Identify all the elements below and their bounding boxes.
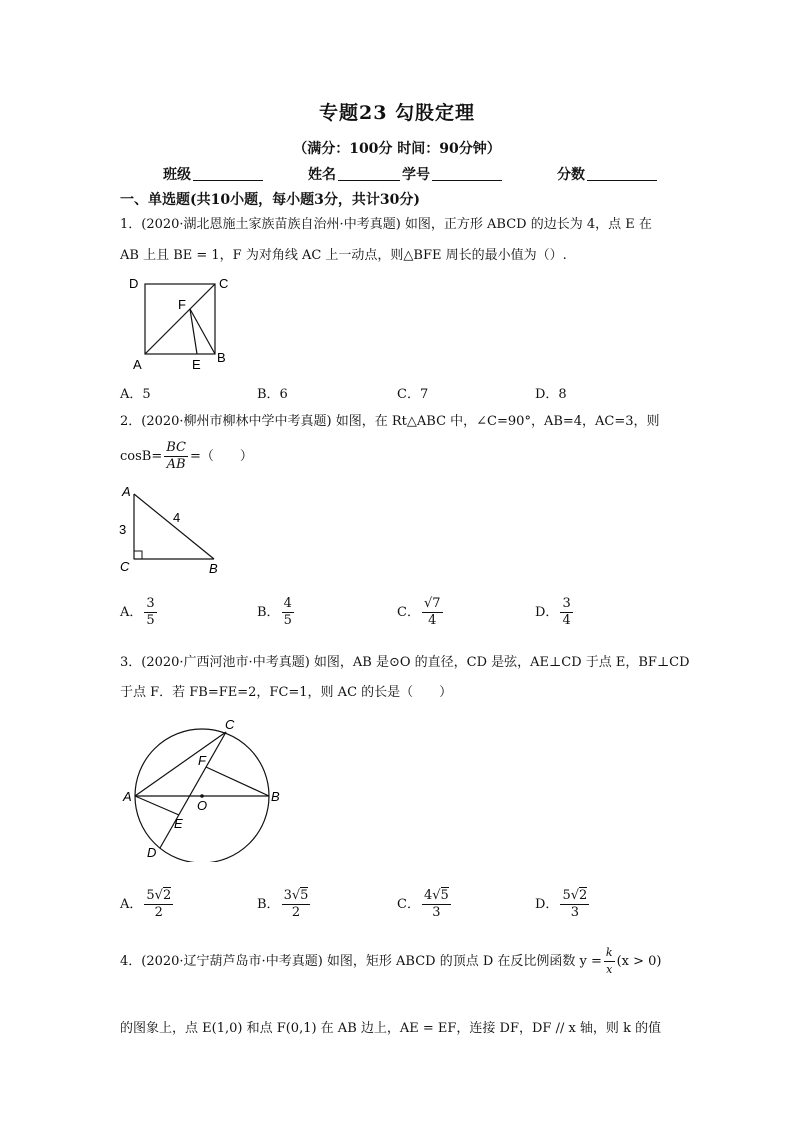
q3-option-a-rad: 2 xyxy=(162,888,172,903)
q2-label-c: C xyxy=(120,559,130,574)
q3-option-c-rad: 5 xyxy=(440,888,449,903)
q2-label-a: A xyxy=(122,484,131,499)
q3-line1: 3．(2020·广西河池市·中考真题) 如图，AB 是⊙O 的直径，CD 是弦，AE⊥CD 于点 E，BF⊥CD xyxy=(120,655,690,670)
q3-option-a-label: A． xyxy=(120,897,143,912)
q2-option-c-label: C． xyxy=(397,605,420,620)
q4-line1 xyxy=(120,945,661,978)
q3-option-c-coef: 4 xyxy=(423,888,433,903)
page-subtitle: （满分：100分 时间：90分钟） xyxy=(293,141,501,157)
q2-suffix: =（ ） xyxy=(189,449,253,464)
q2-option-d[interactable] xyxy=(535,596,575,629)
class-field xyxy=(163,164,263,184)
q3-option-d-rad: 2 xyxy=(579,888,588,903)
q2-option-c-den: 4 xyxy=(428,613,437,628)
q3-label-c: C xyxy=(225,717,235,732)
q3-option-d-den: 3 xyxy=(570,905,579,920)
q2-option-a-label: A． xyxy=(120,605,143,620)
q3-label-e: E xyxy=(174,816,183,831)
q3-option-d-label: D． xyxy=(535,897,559,912)
section-title: 一、单选题(共10小题，每小题3分，共计30分) xyxy=(120,192,420,208)
q2-frac-den: AB xyxy=(166,457,186,472)
q3-label-a: A xyxy=(123,789,132,804)
q3-option-c-den: 3 xyxy=(432,905,441,920)
q4-line1-b: (x > 0) xyxy=(616,954,662,969)
q3-option-c[interactable]: C． $\frac{4√5}{3}$ xyxy=(397,888,449,920)
q3-option-b[interactable]: B． $\frac{3√5}{2}$ xyxy=(257,888,309,920)
q3-label-o: O xyxy=(197,798,208,813)
q1-label-b: B xyxy=(217,350,226,365)
q3-option-b-label: B． xyxy=(257,897,280,912)
q3-label-d: D xyxy=(147,845,157,860)
q3-option-a-coef: 5 xyxy=(146,888,155,903)
q2-option-d-den: 4 xyxy=(562,613,571,628)
q1-label-e: E xyxy=(192,357,201,372)
q1-line1: 1．(2020·湖北恩施土家族苗族自治州·中考真题) 如图，正方形 ABCD 的边长为 4，点 E 在 xyxy=(120,217,652,232)
q3-option-d[interactable]: D． $\frac{5√2}{3}$ xyxy=(535,888,588,920)
q2-figure xyxy=(114,482,234,577)
name-field xyxy=(308,164,400,184)
q2-line2 xyxy=(120,440,253,473)
q2-frac-num: BC xyxy=(166,440,186,455)
class-label: 班级 xyxy=(163,167,191,183)
q2-option-b-label: B． xyxy=(257,605,280,620)
name-blank[interactable] xyxy=(338,166,400,181)
q3-option-b-coef: 3 xyxy=(283,888,292,903)
q2-side-ab: 4 xyxy=(173,510,181,525)
q2-side-ac: 3 xyxy=(119,522,127,537)
q3-option-a-den: 2 xyxy=(154,905,163,920)
q1-label-a: A xyxy=(133,357,142,372)
q2-option-a-den: 5 xyxy=(146,613,155,628)
q4-frac-num: k xyxy=(604,945,615,962)
q1-label-f: F xyxy=(178,297,186,312)
q3-label-f: F xyxy=(198,753,206,768)
name-label: 姓名 xyxy=(308,167,336,183)
q2-option-b-den: 5 xyxy=(283,613,292,628)
q3-option-d-coef: 5 xyxy=(562,888,571,903)
q3-option-b-rad: 5 xyxy=(300,888,309,903)
id-label: 学号 xyxy=(402,167,430,183)
q4-frac-den: x xyxy=(606,963,613,976)
q1-option-c[interactable]: C．7 xyxy=(397,387,429,402)
q1-label-d: D xyxy=(129,276,139,291)
q2-option-a-num: 3 xyxy=(146,596,155,611)
q2-option-b-num: 4 xyxy=(283,596,292,611)
q4-line2: 的图象上，点 E(1,0) 和点 F(0,1) 在 AB 边上，AE = EF，连接 DF，DF // x 轴，则 k 的值 xyxy=(120,1021,662,1036)
id-field xyxy=(402,164,502,184)
score-label: 分数 xyxy=(557,167,585,183)
q3-label-b: B xyxy=(271,789,280,804)
q2-line1: 2．(2020·柳州市柳林中学中考真题) 如图，在 Rt△ABC 中，∠C=90°，AB=4，AC=3，则 xyxy=(120,414,660,429)
q1-figure xyxy=(120,272,240,377)
q3-option-b-den: 2 xyxy=(291,905,301,920)
page-title: 专题23 勾股定理 xyxy=(318,102,476,124)
q3-option-a[interactable]: A． $\frac{5√2}{2}$ xyxy=(120,888,172,920)
class-blank[interactable] xyxy=(193,166,263,181)
q4-line1-a: 4．(2020·辽宁葫芦岛市·中考真题) 如图，矩形 ABCD 的顶点 D 在反比例函数 y = xyxy=(120,954,602,969)
q2-option-d-label: D． xyxy=(535,605,559,620)
score-field xyxy=(557,164,657,184)
q1-option-d[interactable]: D．8 xyxy=(535,387,567,402)
q2-option-a[interactable] xyxy=(120,596,159,629)
q1-option-a[interactable]: A．5 xyxy=(120,387,151,402)
q3-line2: 于点 F．若 FB=FE=2，FC=1，则 AC 的长是（ ） xyxy=(120,685,453,700)
q2-option-c[interactable] xyxy=(397,596,445,629)
q2-option-b[interactable] xyxy=(257,596,296,629)
q1-option-b[interactable]: B．6 xyxy=(257,387,288,402)
q3-option-c-label: C． xyxy=(397,897,420,912)
q3-figure xyxy=(118,712,288,862)
q2-cos-prefix: cosB= xyxy=(120,449,163,464)
score-blank[interactable] xyxy=(587,166,657,181)
id-blank[interactable] xyxy=(432,166,502,181)
q2-label-b: B xyxy=(209,561,218,576)
q2-option-d-num: 3 xyxy=(562,596,571,611)
q1-line2: AB 上且 BE = 1，F 为对角线 AC 上一动点，则△BFE 周长的最小值为（）. xyxy=(120,248,567,263)
q2-option-c-num: √7 xyxy=(423,596,441,611)
q1-label-c: C xyxy=(219,276,229,291)
